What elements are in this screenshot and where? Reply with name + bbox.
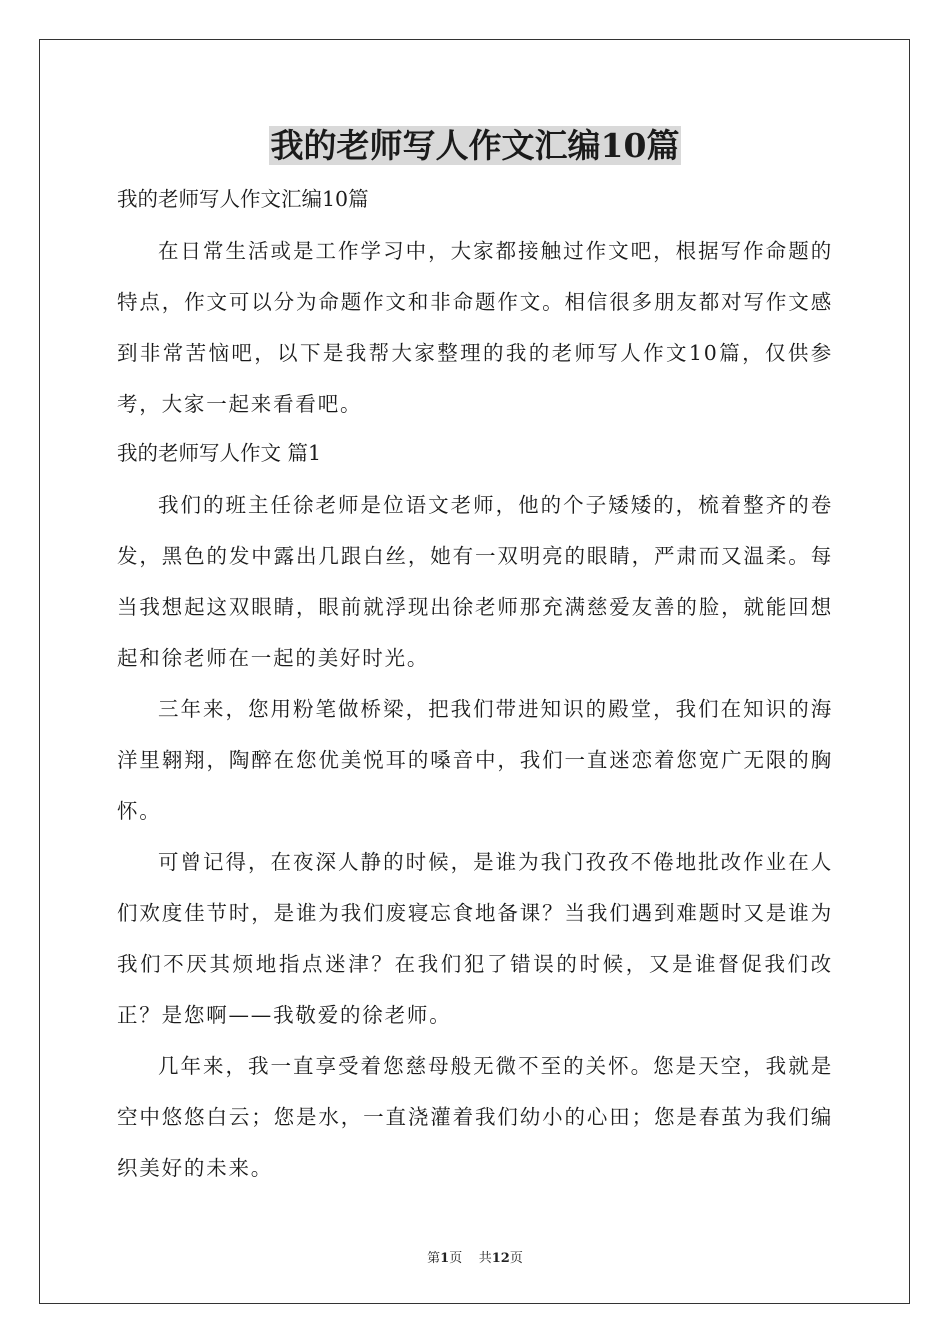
document-subtitle: 我的老师写人作文汇编10篇 (117, 187, 369, 211)
body-paragraph: 可曾记得，在夜深人静的时候，是谁为我门孜孜不倦地批改作业在人们欢度佳节时，是谁为我们废寝忘食地备课？当我们遇到难题时又是谁为我们不厌其烦地指点迷津？在我们犯了错误的时候，又是谁督促我们改正？是您啊——我敬爱的徐老师。 (117, 850, 833, 1027)
footer-page-number: 1 (440, 1251, 450, 1266)
body-paragraph: 我们的班主任徐老师是位语文老师，他的个子矮矮的，梳着整齐的卷发，黑色的发中露出几跟白丝，她有一双明亮的眼睛，严肃而又温柔。每当我想起这双眼睛，眼前就浮现出徐老师那充满慈爱友善的脸，就能回想起和徐老师在一起的美好时光。 (117, 493, 833, 670)
body-paragraph: 三年来，您用粉笔做桥梁，把我们带进知识的殿堂，我们在知识的海洋里翱翔，陶醉在您优美悦耳的嗓音中，我们一直迷恋着您宽广无限的胸怀。 (117, 697, 833, 823)
document-body (117, 180, 833, 1194)
intro-paragraph: 在日常生活或是工作学习中，大家都接触过作文吧，根据写作命题的特点，作文可以分为命题作文和非命题作文。相信很多朋友都对写作文感到非常苦恼吧，以下是我帮大家整理的我的老师写人作文10篇，仅供参考，大家一起来看看吧。 (117, 239, 833, 416)
section-heading: 我的老师写人作文 篇1 (117, 441, 322, 465)
footer-page-mid: 页 共 (449, 1251, 492, 1266)
footer-total-pages: 12 (491, 1251, 510, 1266)
footer-page-suffix: 页 (509, 1251, 523, 1266)
page-footer (0, 1247, 950, 1266)
document-title (0, 124, 950, 168)
body-paragraph: 几年来，我一直享受着您慈母般无微不至的关怀。您是天空，我就是空中悠悠白云；您是水，一直浇灌着我们幼小的心田；您是春茧为我们编织美好的未来。 (117, 1054, 833, 1180)
document-title-text: 我的老师写人作文汇编10篇 (270, 126, 680, 165)
footer-page-prefix: 第 (427, 1251, 441, 1266)
